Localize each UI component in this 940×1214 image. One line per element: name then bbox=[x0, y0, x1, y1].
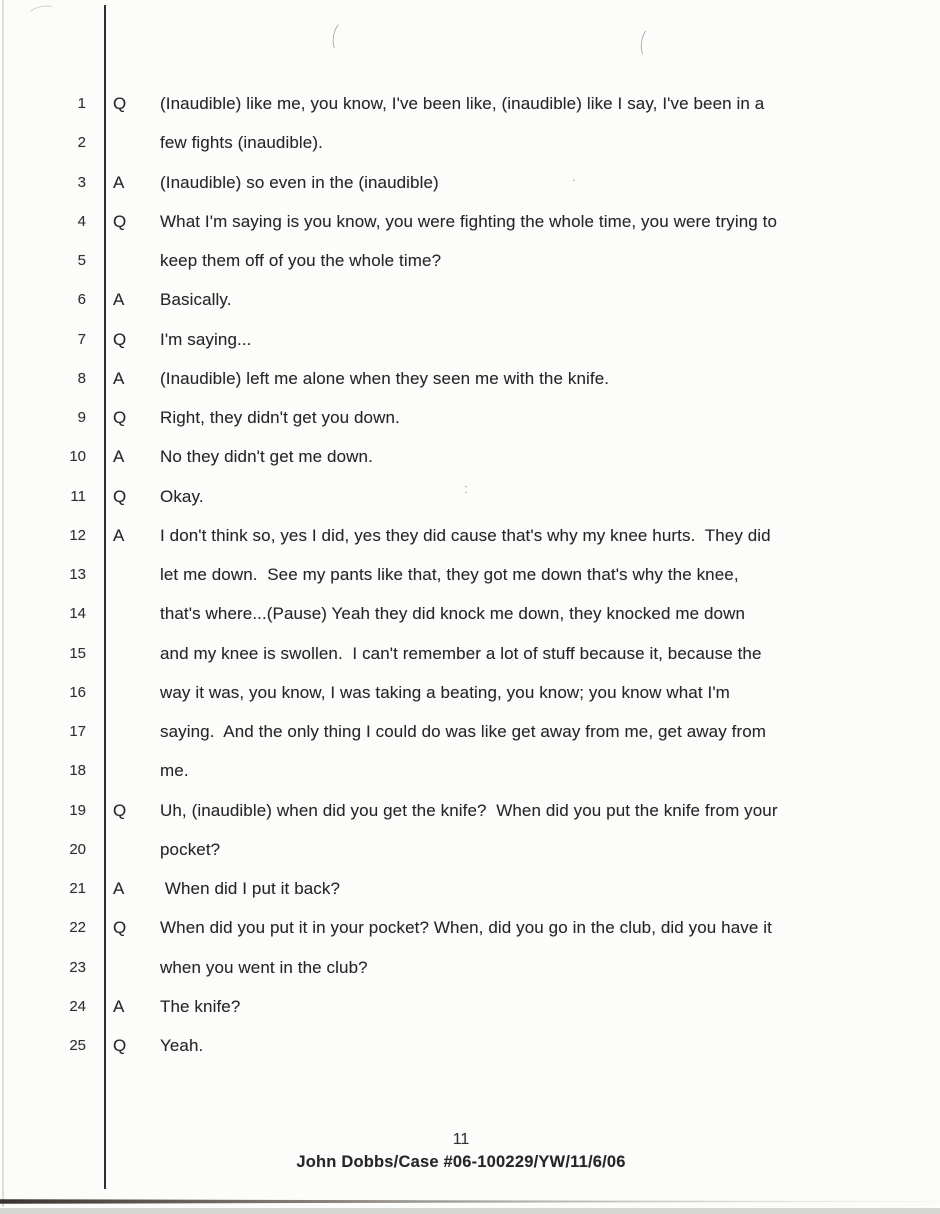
line-number: 21 bbox=[69, 880, 86, 897]
line-text: I'm saying... bbox=[160, 329, 252, 349]
transcript-line bbox=[0, 673, 940, 712]
transcript-line bbox=[0, 320, 940, 359]
scan-noise-dot: . bbox=[572, 169, 576, 184]
line-text: I don't think so, yes I did, yes they did cause that's why my knee hurts. They did bbox=[160, 525, 771, 545]
line-text: way it was, you know, I was taking a beating, you know; you know what I'm bbox=[160, 682, 730, 702]
scan-noise-colon: : bbox=[464, 481, 468, 496]
transcript-body bbox=[0, 84, 940, 1065]
transcript-line bbox=[0, 1026, 940, 1065]
paren-scan-artifact bbox=[331, 21, 351, 53]
line-number: 3 bbox=[77, 173, 86, 191]
speaker-label: Q bbox=[113, 408, 127, 427]
pencil-mark-artifact bbox=[27, 3, 57, 22]
transcript-line bbox=[0, 241, 940, 280]
transcript-line bbox=[0, 477, 940, 516]
transcript-line bbox=[0, 398, 940, 437]
line-number: 23 bbox=[69, 958, 86, 976]
transcript-line bbox=[0, 84, 940, 123]
speaker-label: A bbox=[113, 525, 125, 545]
transcript-line bbox=[0, 908, 940, 947]
line-number: 24 bbox=[69, 997, 86, 1015]
line-number: 1 bbox=[77, 95, 86, 112]
footer-case-line: John Dobbs/Case #06-100229/YW/11/6/06 bbox=[296, 1153, 626, 1171]
paren-scan-artifact bbox=[639, 27, 658, 59]
line-number: 11 bbox=[70, 487, 86, 505]
transcript-line bbox=[0, 359, 940, 398]
line-number: 17 bbox=[69, 723, 86, 740]
line-text: Basically. bbox=[160, 290, 232, 310]
line-text: What I'm saying is you know, you were fighting the whole time, you were trying to bbox=[160, 211, 778, 231]
line-text: (Inaudible) so even in the (inaudible) bbox=[160, 172, 439, 192]
line-text: let me down. See my pants like that, they got me down that's why the knee, bbox=[160, 565, 739, 584]
speaker-label: A bbox=[113, 172, 125, 192]
transcript-line bbox=[0, 791, 940, 830]
speaker-label: A bbox=[113, 368, 125, 388]
transcript-line bbox=[0, 202, 940, 241]
line-text: The knife? bbox=[160, 996, 241, 1016]
transcript-line bbox=[0, 516, 940, 555]
speaker-label: A bbox=[113, 879, 125, 898]
line-number: 7 bbox=[77, 330, 86, 348]
line-text: When did you put it in your pocket? When, did you go in the club, did you have it bbox=[160, 918, 772, 938]
line-text: Right, they didn't get you down. bbox=[160, 408, 400, 427]
speaker-label: Q bbox=[113, 918, 127, 938]
line-number: 2 bbox=[77, 134, 86, 152]
transcript-line bbox=[0, 555, 940, 594]
line-number: 6 bbox=[77, 291, 86, 309]
transcript-line bbox=[0, 830, 940, 869]
line-text: saying. And the only thing I could do was like get away from me, get away from bbox=[160, 722, 767, 741]
line-text: when you went in the club? bbox=[160, 957, 368, 977]
speaker-label: Q bbox=[113, 211, 127, 231]
line-text: that's where...(Pause) Yeah they did knock me down, they knocked me down bbox=[160, 604, 746, 624]
speaker-label: A bbox=[113, 996, 125, 1016]
line-number: 19 bbox=[69, 801, 86, 819]
speaker-label: Q bbox=[113, 486, 127, 506]
line-number: 5 bbox=[77, 252, 86, 269]
line-text: pocket? bbox=[160, 839, 221, 859]
transcript-line bbox=[0, 437, 940, 476]
line-text: me. bbox=[160, 761, 189, 781]
line-number: 18 bbox=[69, 762, 86, 780]
speaker-label: Q bbox=[113, 1036, 127, 1055]
line-number: 14 bbox=[69, 605, 86, 623]
transcript-line bbox=[0, 869, 940, 908]
line-number: 22 bbox=[69, 919, 86, 937]
line-text: No they didn't get me down. bbox=[160, 447, 373, 467]
line-number: 4 bbox=[77, 212, 86, 230]
line-number: 20 bbox=[69, 840, 86, 858]
speaker-label: Q bbox=[113, 800, 127, 820]
line-number: 13 bbox=[69, 566, 86, 583]
line-number: 12 bbox=[69, 526, 86, 544]
transcript-line bbox=[0, 948, 940, 987]
line-number: 8 bbox=[77, 369, 86, 387]
line-text: When did I put it back? bbox=[160, 879, 341, 898]
transcript-line bbox=[0, 634, 940, 673]
transcript-line bbox=[0, 987, 940, 1026]
page-number: 11 bbox=[452, 1131, 470, 1148]
transcript-line bbox=[0, 163, 940, 202]
line-text: few fights (inaudible). bbox=[160, 133, 323, 153]
speaker-label: Q bbox=[113, 329, 127, 349]
speaker-label: Q bbox=[113, 94, 127, 113]
transcript-line bbox=[0, 123, 940, 162]
line-text: and my knee is swollen. I can't remember a lot of stuff because it, because the bbox=[160, 643, 762, 663]
scan-edge-bottom-band bbox=[0, 1208, 940, 1214]
line-text: keep them off of you the whole time? bbox=[160, 251, 442, 270]
speaker-label: A bbox=[113, 290, 125, 310]
speaker-label: A bbox=[113, 447, 125, 467]
line-text: (Inaudible) like me, you know, I've been like, (inaudible) like I say, I've been in a bbox=[160, 94, 765, 113]
line-text: Yeah. bbox=[160, 1036, 204, 1055]
line-text: (Inaudible) left me alone when they seen me with the knife. bbox=[160, 368, 610, 388]
line-text: Okay. bbox=[160, 486, 204, 506]
transcript-line bbox=[0, 594, 940, 633]
line-number: 16 bbox=[69, 683, 86, 701]
transcript-line bbox=[0, 751, 940, 790]
line-number: 15 bbox=[69, 644, 86, 662]
transcript-line bbox=[0, 280, 940, 319]
scan-edge-bottom-line bbox=[0, 1199, 940, 1204]
line-text: Uh, (inaudible) when did you get the knife? When did you put the knife from your bbox=[160, 800, 778, 820]
line-number: 10 bbox=[69, 448, 86, 466]
line-number: 9 bbox=[77, 409, 86, 426]
line-number: 25 bbox=[69, 1037, 86, 1054]
transcript-line bbox=[0, 712, 940, 751]
